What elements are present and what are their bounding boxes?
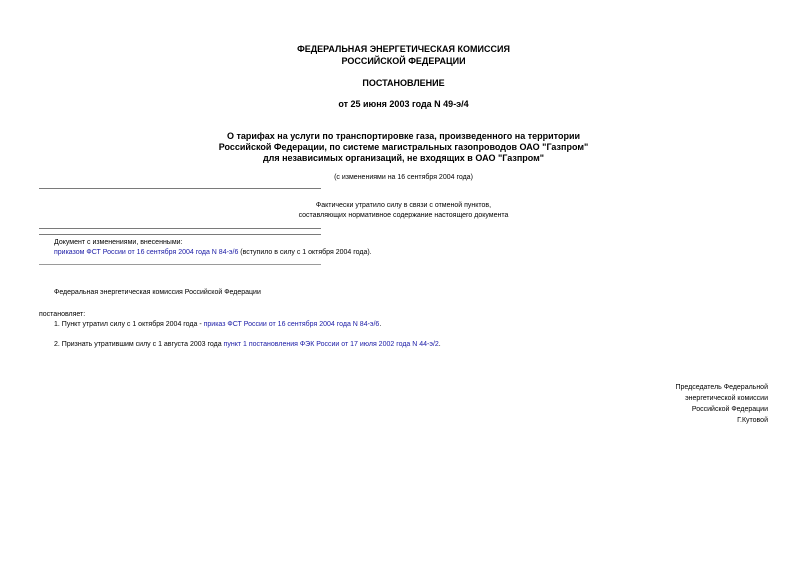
amendment-note: (с изменениями на 16 сентября 2004 года) — [334, 174, 473, 181]
separator-line — [39, 264, 321, 265]
title-line-3: для независимых организаций, не входящих в ОАО "Газпром" — [262, 153, 545, 163]
changes-label: Документ с изменениями, внесенными: — [54, 239, 183, 246]
header-line-2: РОССИЙСКОЙ ФЕДЕРАЦИИ — [341, 56, 466, 66]
document-type: ПОСТАНОВЛЕНИЕ — [362, 78, 445, 88]
item-1 — [54, 320, 381, 330]
item-2 — [54, 340, 441, 350]
document-date-number: от 25 июня 2003 года N 49-э/4 — [338, 99, 469, 109]
separator-line — [39, 188, 321, 189]
changes-line — [54, 248, 372, 258]
signature-line-1: Председатель Федеральной — [675, 384, 768, 391]
signature-block — [675, 382, 768, 426]
item-1-link[interactable]: приказ ФСТ России от 16 сентября 2004 года N 84-э/6 — [203, 321, 380, 328]
item-2-link[interactable]: пункт 1 постановления ФЭК России от 17 июля 2002 года N 44-э/2 — [223, 341, 439, 348]
validity-note-line-1: Фактически утратило силу в связи с отменой пунктов, — [315, 202, 492, 209]
separator-line — [39, 228, 321, 229]
signature-line-2: энергетической комиссии — [685, 395, 768, 402]
issuer-text: Федеральная энергетическая комиссия Российской Федерации — [54, 289, 261, 296]
item-2-prefix: 2. Признать утратившим силу с 1 августа 2003 года — [54, 341, 224, 348]
item-1-suffix: . — [379, 321, 382, 328]
separator-line — [39, 234, 321, 235]
item-2-suffix: . — [438, 341, 441, 348]
validity-note-line-2: составляющих нормативное содержание настоящего документа — [298, 212, 509, 219]
title-line-2: Российской Федерации, по системе магистральных газопроводов ОАО "Газпром" — [218, 142, 589, 152]
changes-suffix: (вступило в силу с 1 октября 2004 года). — [238, 249, 372, 256]
decides-text: постановляет: — [39, 311, 86, 318]
signature-line-3: Российской Федерации — [691, 406, 768, 413]
title-line-1: О тарифах на услуги по транспортировке газа, произведенного на территории — [226, 131, 581, 141]
signature-name: Г.Кутовой — [737, 417, 768, 424]
item-1-prefix: 1. Пункт утратил силу с 1 октября 2004 года - — [54, 321, 204, 328]
changes-link[interactable]: приказом ФСТ России от 16 сентября 2004 года N 84-э/6 — [54, 249, 239, 256]
header-line-1: ФЕДЕРАЛЬНАЯ ЭНЕРГЕТИЧЕСКАЯ КОМИССИЯ — [297, 44, 510, 54]
